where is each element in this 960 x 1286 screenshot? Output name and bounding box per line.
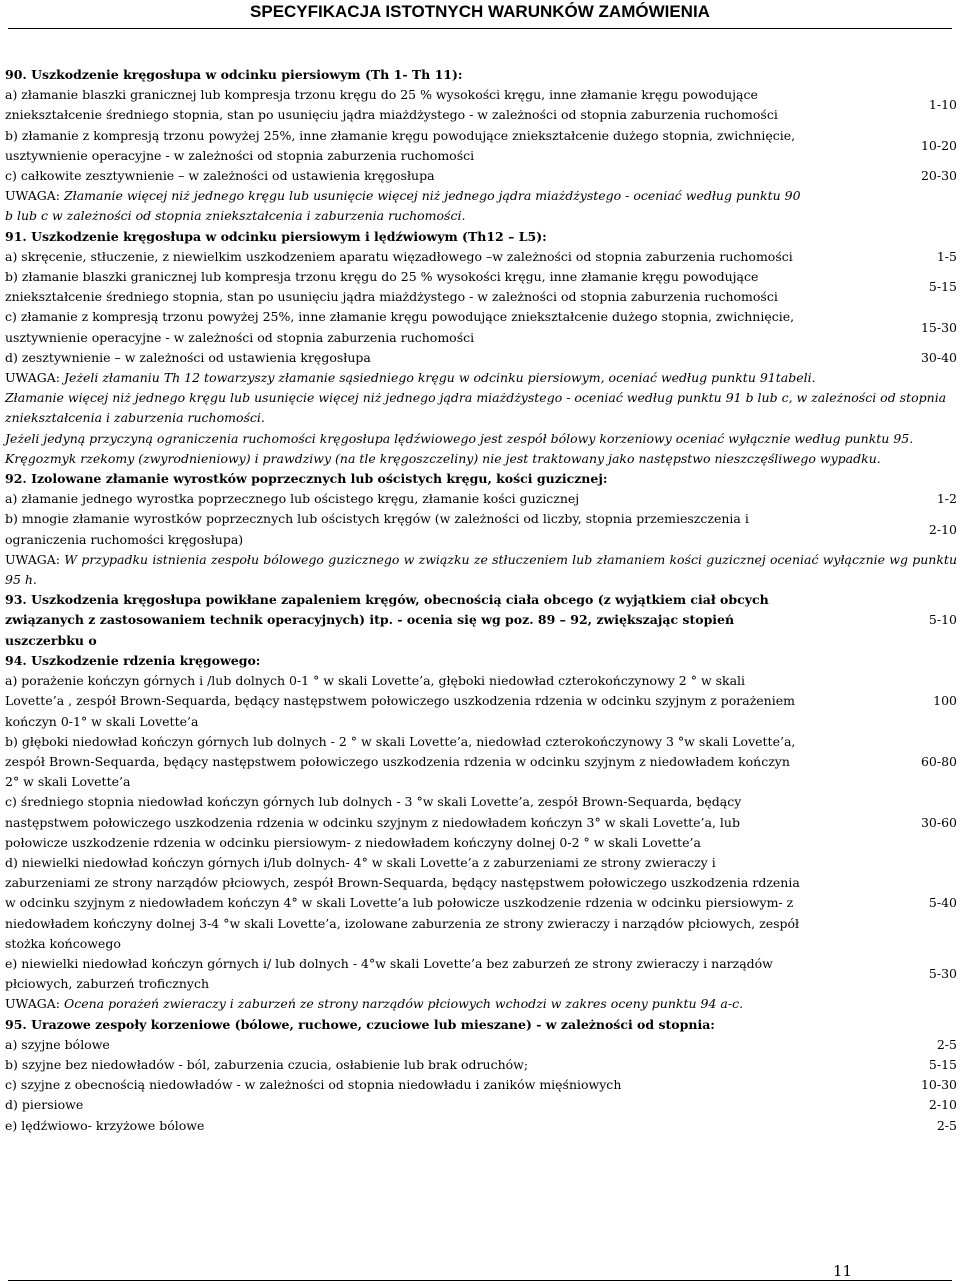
item-value: 2-10: [928, 1097, 957, 1113]
item-value: 100: [933, 693, 957, 709]
item-text: b) szyjne bez niedowładów - ból, zaburzenia czucia, osłabienie lub brak odruchów;: [5, 1056, 529, 1072]
note-label: UWAGA:: [5, 188, 61, 204]
item-text: d) niewielki niedowład kończyn górnych i/lub dolnych- 4° w skali Lovette’a z zaburzeniami ze strony zwieraczy i zaburzeniami ze strony narządów płciowych, zespół Brown-Sequarda, będący następstwem połowiczego uszkodzenia rdzenia w odcinku szyjnym z niedowładem kończyn 4° w skali Lovette’a lub połowicze uszkodzenie rdzenia w odcinku piersiowym- z niedowładem kończyny dolnej 3-4 °w skali Lovette’a, izolowane zaburzenia ze strony zwieraczy i narządów płciowych, zespół stożka końcowego: [5, 854, 800, 951]
item-text: b) głęboki niedowład kończyn górnych lub dolnych - 2 ° w skali Lovette’a, niedowład czterokończynowy 3 °w skali Lovette’a, zespół Brown-Sequarda, będący następstwem połowiczego uszkodzenia rdzenia w odcinku szyjnym z niedowładem kończyn 2° w skali Lovette’a: [5, 733, 796, 790]
item-text: a) porażenie kończyn górnych i /lub dolnych 0-1 ° w skali Lovette’a, głęboki niedowład czterokończynowy 2 ° w skali Lovette’a , zespół Brown-Sequarda, będący następstwem połowiczego uszkodzenia rdzenia w odcinku szyjnym z porażeniem kończyn 0-1° w skali Lovette’a: [5, 673, 795, 729]
document-body: [5, 65, 957, 1136]
item-text: a) skręcenie, stłuczenie, z niewielkim uszkodzeniem aparatu więzadłowego –w zależności od stopnia zaburzenia ruchomości: [5, 248, 793, 264]
section-94-note: [5, 994, 805, 1014]
section-94-item-e: [5, 954, 957, 994]
item-value: 30-60: [920, 814, 957, 830]
item-value: 5-15: [928, 279, 957, 295]
item-value: 2-5: [936, 1117, 957, 1133]
note-label: UWAGA:: [5, 551, 61, 567]
section-95-item-d: [5, 1095, 957, 1115]
item-value: 10-30: [920, 1077, 957, 1093]
section-94-item-a: [5, 671, 957, 732]
item-text: c) szyjne z obecnością niedowładów - w zależności od stopnia niedowładu i zaników mięśniowych: [5, 1077, 622, 1093]
section-90-item-b: [5, 126, 957, 166]
section-91-item-b: [5, 267, 957, 307]
section-94-item-b: [5, 732, 957, 793]
section-91-note-2: Złamanie więcej niż jednego kręgu lub usunięcie więcej niż jednego jądra miażdżystego - oceniać według punktu 91 b lub c, w zależności od stopnia zniekształcenia i zaburzenia ruchomości.: [5, 390, 947, 426]
item-text: a) złamanie blaszki granicznej lub kompresja trzonu kręgu do 25 % wysokości kręgu, inne złamanie kręgu powodujące zniekształcenie średniego stopnia, stan po usunięciu jądra miażdżystego - w zależności od stopnia zaburzenia ruchomości: [5, 87, 778, 123]
section-95-item-e: [5, 1116, 957, 1136]
note-label: UWAGA:: [5, 370, 61, 386]
section-91-note-1: [5, 368, 957, 388]
item-value: 15-30: [920, 319, 957, 335]
section-92-note: [5, 550, 957, 590]
item-text: d) piersiowe: [5, 1097, 84, 1113]
item-value: 5-40: [928, 895, 957, 911]
item-text: a) szyjne bólowe: [5, 1036, 110, 1052]
page-number: 11: [833, 1262, 853, 1280]
section-90-item-a: [5, 85, 957, 125]
note-text: Złamanie więcej niż jednego kręgu lub usunięcie więcej niż jednego jądra miażdżystego - oceniać według punktu 90 b lub c w zależności od stopnia zniekształcenia i zaburzenia ruchomości.: [5, 188, 801, 224]
section-92-item-b: [5, 509, 957, 549]
section-95-item-b: [5, 1055, 957, 1075]
footer-divider: [8, 1280, 952, 1281]
section-94-item-c: [5, 792, 957, 853]
item-value: 1-10: [928, 97, 957, 113]
section-95-item-c: [5, 1075, 957, 1095]
item-value: 5-10: [928, 612, 957, 628]
item-value: 1-2: [936, 491, 957, 507]
item-text: e) lędźwiowo- krzyżowe bólowe: [5, 1117, 205, 1133]
section-92-title: 92. Izolowane złamanie wyrostków poprzecznych lub ościstych kręgu, kości guzicznej:: [5, 471, 608, 487]
item-value: 10-20: [920, 137, 957, 153]
section-90-title: 90. Uszkodzenie kręgosłupa w odcinku piersiowym (Th 1- Th 11):: [5, 67, 463, 82]
item-text: c) całkowite zesztywnienie – w zależności od ustawienia kręgosłupa: [5, 168, 435, 184]
section-91-title: 91. Uszkodzenie kręgosłupa w odcinku piersiowym i lędźwiowym (Th12 – L5):: [5, 228, 547, 244]
item-text: b) złamanie z kompresją trzonu powyżej 25%, inne złamanie kręgu powodujące zniekształcenie dużego stopnia, zwichnięcie, usztywnienie operacyjne - w zależności od stopnia zaburzenia ruchomości: [5, 127, 796, 163]
item-value: 2-5: [936, 1036, 957, 1052]
section-91-item-a: [5, 247, 957, 267]
section-91-item-c: [5, 307, 957, 347]
item-text: c) średniego stopnia niedowład kończyn górnych lub dolnych - 3 °w skali Lovette’a, zespół Brown-Sequarda, będący następstwem połowiczego uszkodzenia rdzenia w odcinku szyjnym z niedowładem kończyn 3° w skali Lovette’a, lub połowicze uszkodzenie rdzenia w odcinku piersiowym- z niedowładem kończyny dolnej 0-2 ° w skali Lovette’a: [5, 794, 742, 850]
section-90-note: [5, 186, 805, 226]
section-91-item-d: [5, 348, 957, 368]
section-93-text: 93. Uszkodzenia kręgosłupa powikłane zapaleniem kręgów, obecnością ciała obcego (z wyjątkiem ciał obcych związanych z zastosowaniem technik operacyjnych) itp. - ocenia się wg poz. 89 – 92, zwiększając stopień uszczerbku o: [5, 592, 769, 648]
section-95-item-a: [5, 1035, 957, 1055]
item-value: 1-5: [936, 248, 957, 264]
item-text: d) zesztywnienie – w zależności od ustawienia kręgosłupa: [5, 349, 371, 365]
item-text: c) złamanie z kompresją trzonu powyżej 25%, inne złamanie kręgu powodujące zniekształcenie dużego stopnia, zwichnięcie, usztywnienie operacyjne - w zależności od stopnia zaburzenia ruchomości: [5, 309, 795, 345]
section-95-title: 95. Urazowe zespoły korzeniowe (bólowe, ruchowe, czuciowe lub mieszane) - w zależności od stopnia:: [5, 1016, 715, 1032]
item-value: 30-40: [920, 349, 957, 365]
note-text: Ocena porażeń zwieraczy i zaburzeń ze strony narządów płciowych wchodzi w zakres oceny punktu 94 a-c.: [60, 996, 744, 1012]
section-92-item-a: [5, 489, 957, 509]
item-value: 2-10: [928, 521, 957, 537]
note-label: UWAGA:: [5, 996, 61, 1012]
section-94-title: 94. Uszkodzenie rdzenia kręgowego:: [5, 652, 261, 668]
section-90-item-c: [5, 166, 957, 186]
page-header-title: SPECYFIKACJA ISTOTNYCH WARUNKÓW ZAMÓWIENIA: [250, 2, 710, 21]
item-value: 60-80: [920, 753, 957, 769]
note-text: Jeżeli złamaniu Th 12 towarzyszy złamanie sąsiedniego kręgu w odcinku piersiowym, oceniać według punktu 91tabeli.: [60, 370, 816, 386]
item-text: a) złamanie jednego wyrostka poprzecznego lub ościstego kręgu, złamanie kości guzicznej: [5, 491, 580, 507]
section-91-note-3: Jeżeli jedyną przyczyną ograniczenia ruchomości kręgosłupa lędźwiowego jest zespół bólowy korzeniowy oceniać wyłącznie według punktu 95.: [5, 430, 914, 446]
item-text: e) niewielki niedowład kończyn górnych i/ lub dolnych - 4°w skali Lovette’a bez zaburzeń ze strony zwieraczy i narządów płciowych, zaburzeń troficznych: [5, 955, 773, 992]
item-text: b) mnogie złamanie wyrostków poprzecznych lub ościstych kręgów (w zależności od liczby, stopnia przemieszczenia i ograniczenia ruchomości kręgosłupa): [5, 511, 749, 547]
header-divider: [8, 28, 952, 29]
section-91-note-4: Kręgozmyk rzekomy (zwyrodnieniowy) i prawdziwy (na tle kręgoszczeliny) nie jest traktowany jako następstwo nieszczęśliwego wypadku.: [5, 450, 881, 466]
item-value: 20-30: [920, 168, 957, 184]
section-93: [5, 590, 957, 651]
item-value: 5-30: [928, 966, 957, 982]
section-94-item-d: [5, 853, 957, 954]
note-text: W przypadku istnienia zespołu bólowego guzicznego w związku ze stłuczeniem lub złamaniem kości guzicznej oceniać wyłącznie wg punktu 95 h.: [5, 551, 957, 588]
item-text: b) złamanie blaszki granicznej lub kompresja trzonu kręgu do 25 % wysokości kręgu, inne złamanie kręgu powodujące zniekształcenie średniego stopnia, stan po usunięciu jądra miażdżystego - w zależności od stopnia zaburzenia ruchomości: [5, 269, 778, 305]
item-value: 5-15: [928, 1056, 957, 1072]
